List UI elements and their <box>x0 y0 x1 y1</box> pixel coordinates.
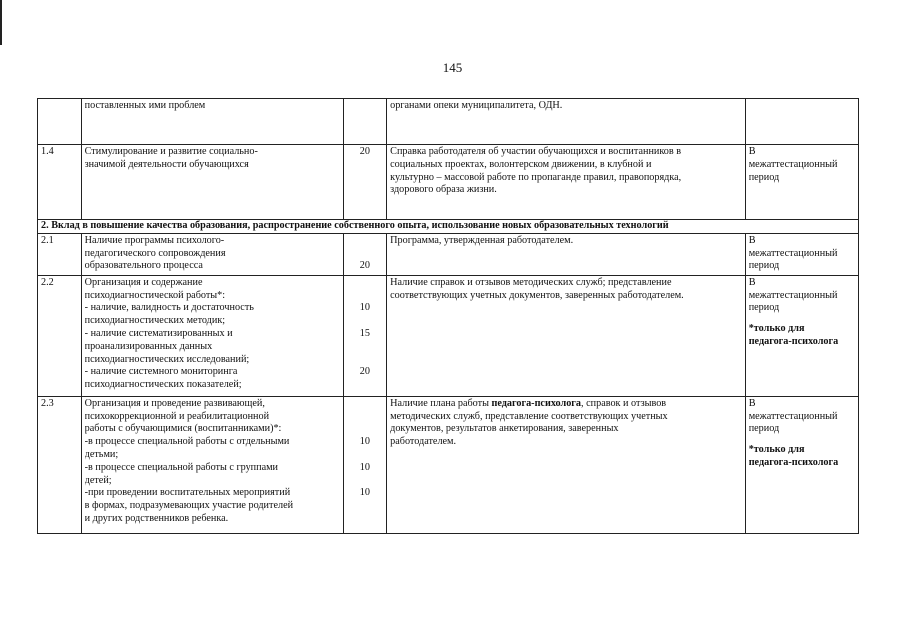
points-value: 20 <box>359 366 370 378</box>
table-row-2-2 <box>38 275 859 396</box>
period-line: межаттестационный <box>748 158 838 170</box>
name-line: детей; <box>84 474 112 486</box>
section-header-row <box>38 220 859 234</box>
table-row-2-1 <box>38 233 859 275</box>
name-line: - наличие систематизированных и <box>84 327 233 339</box>
name-line: психодиагностической работы*: <box>84 289 226 301</box>
cell-num: 1.4 <box>38 145 82 220</box>
period-line: период <box>748 302 780 314</box>
cell-period <box>745 233 858 275</box>
period-line: период <box>748 171 780 183</box>
cell-name <box>81 396 343 533</box>
doc-tail: , справок и отзывов <box>581 397 667 409</box>
name-line: -в процессе специальной работы с группами <box>84 461 279 473</box>
period-line: период <box>748 423 780 435</box>
doc-line: здорового образа жизни. <box>390 184 497 196</box>
name-line: педагогического сопровождения <box>84 247 226 259</box>
name-line: Организация и проведение развивающей, <box>84 397 265 409</box>
name-line: поставленных ими проблем <box>84 100 206 111</box>
cell-period <box>745 275 858 396</box>
cell-document <box>387 99 746 145</box>
doc-line: Программа, утвержденная работодателем. <box>390 234 574 246</box>
cell-document <box>387 275 746 396</box>
name-line: детьми; <box>84 448 119 460</box>
name-line: Организация и содержание <box>84 276 203 288</box>
cell-name <box>81 99 343 145</box>
name-line: Стимулирование и развитие социально- <box>84 146 258 157</box>
name-line: и других родственников ребенка. <box>84 512 229 524</box>
note-line: педагога-психолога <box>748 456 839 468</box>
name-line: проанализированных данных <box>84 340 213 352</box>
criteria-table <box>37 98 859 534</box>
cell-num <box>38 99 82 145</box>
points-value: 10 <box>359 302 370 314</box>
name-line: - наличие, валидность и достаточность <box>84 302 254 314</box>
period-line: межаттестационный <box>748 289 838 301</box>
note-line: *только для <box>748 323 805 335</box>
cell-period <box>745 145 858 220</box>
note-line: *только для <box>748 444 805 456</box>
doc-line: методических служб, представление соответствующих учетных <box>390 410 668 422</box>
table-row-1-4 <box>38 145 859 220</box>
doc-bold-term: педагога-психолога <box>491 397 582 409</box>
points-value: 10 <box>359 487 370 499</box>
table-row-2-3 <box>38 396 859 533</box>
doc-line: культурно – массовой работе по пропаганде правил, правопорядка, <box>390 171 682 183</box>
period-line: период <box>748 260 780 272</box>
cell-points <box>343 99 387 145</box>
name-line: - наличие системного мониторинга <box>84 366 238 378</box>
doc-line: социальных проектах, волонтерском движении, в клубной и <box>390 158 652 170</box>
cell-period <box>745 99 858 145</box>
doc-line: органами опеки муниципалитета, ОДН. <box>390 100 563 111</box>
doc-line: Справка работодателя об участии обучающихся и воспитанников в <box>390 146 682 157</box>
name-line: работы с обучающимися (воспитанниками)*: <box>84 423 282 435</box>
cell-name <box>81 233 343 275</box>
cell-points <box>343 396 387 533</box>
period-line: межаттестационный <box>748 247 838 259</box>
doc-line-first <box>390 398 742 411</box>
doc-lead: Наличие плана работы <box>390 397 492 409</box>
cell-name <box>81 275 343 396</box>
period-line: В <box>748 276 756 288</box>
name-line: -в процессе специальной работы с отдельными <box>84 436 290 448</box>
name-line: -при проведении воспитательных мероприятий <box>84 487 291 499</box>
points-value: 20 <box>359 260 370 272</box>
name-line: психодиагностических исследований; <box>84 353 250 365</box>
cell-document <box>387 233 746 275</box>
period-line: В <box>748 234 756 246</box>
doc-line: работодателем. <box>390 436 457 448</box>
cell-num: 2.3 <box>38 396 82 533</box>
name-line: психокоррекционной и реабилитационной <box>84 410 270 422</box>
points-value: 15 <box>359 327 370 339</box>
points-value: 10 <box>359 461 370 473</box>
cell-document <box>387 145 746 220</box>
cell-points <box>343 233 387 275</box>
name-line: психодиагностических методик; <box>84 315 226 327</box>
name-line: в формах, подразумевающих участие родителей <box>84 500 294 512</box>
name-line: значимой деятельности обучающихся <box>84 158 249 170</box>
doc-line: соответствующих учетных документов, заверенных работодателем. <box>390 289 684 301</box>
period-line: В <box>748 397 756 409</box>
note-line: педагога-психолога <box>748 335 839 347</box>
section-title: 2. Вклад в повышение качества образования, распространение собственного опыта, использование новых образовательных технологий <box>38 220 859 234</box>
cell-num: 2.1 <box>38 233 82 275</box>
period-line: межаттестационный <box>748 410 838 422</box>
doc-line: документов, результатов анкетирования, заверенных <box>390 423 619 435</box>
cell-period <box>745 396 858 533</box>
page-edge-line <box>0 0 2 45</box>
cell-name <box>81 145 343 220</box>
cell-document <box>387 396 746 533</box>
points-value: 10 <box>359 436 370 448</box>
doc-line: Наличие справок и отзывов методических служб; представление <box>390 276 672 288</box>
page-number: 145 <box>442 60 463 75</box>
cell-points <box>343 275 387 396</box>
name-line: Наличие программы психолого- <box>84 234 225 246</box>
name-line: образовательного процесса <box>84 260 203 272</box>
name-line: психодиагностических показателей; <box>84 379 242 391</box>
cell-points: 20 <box>343 145 387 220</box>
cell-num: 2.2 <box>38 275 82 396</box>
table-row-continuation <box>38 99 859 145</box>
period-line: В <box>748 146 756 157</box>
